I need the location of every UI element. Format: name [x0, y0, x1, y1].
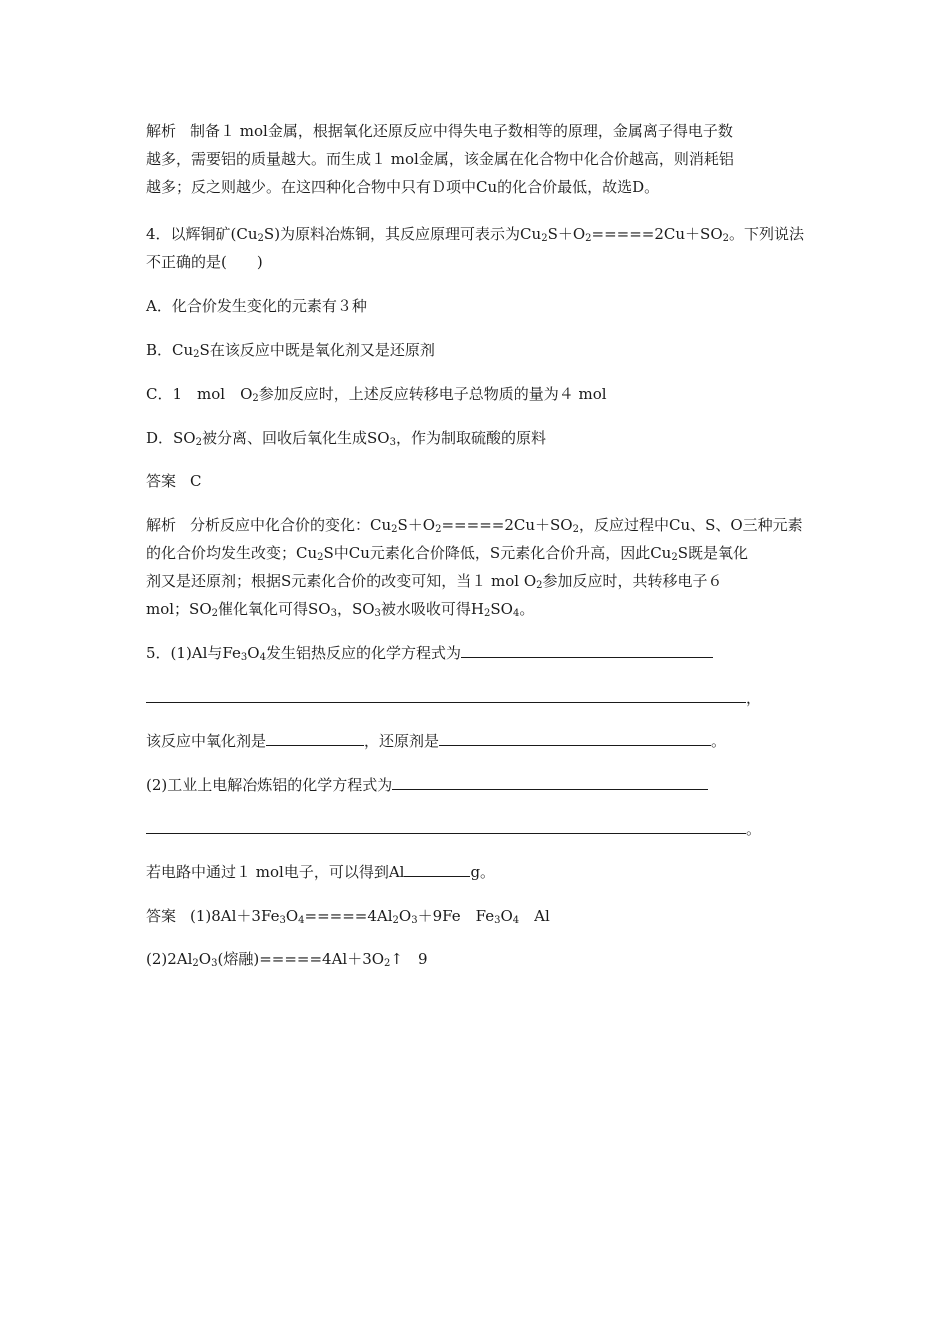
- oxidant-blank[interactable]: [266, 729, 364, 746]
- q5-line2: ，: [146, 685, 761, 711]
- analysis3-line3: 越多；反之则越少。在这四种化合物中只有Ｄ项中Cu的化合价最低，故选D。: [146, 178, 660, 196]
- q4-option-c: C．1 mol $O_2$参加反应时，上述反应转移电子总物质的量为４ mol: [146, 385, 607, 404]
- analysis-text: 制备１ mol金属，根据氧化还原反应中得失电子数相等的原理，金属离子得电子数: [190, 122, 733, 140]
- q5-line5: 。: [146, 816, 761, 842]
- q4-option-b: B．$Cu_2S$在该反应中既是氧化剂又是还原剂: [146, 341, 435, 360]
- mass-blank[interactable]: [404, 860, 470, 877]
- q5-line1: 5．(1)Al与$Fe_3O_4$发生铝热反应的化学方程式为: [146, 640, 713, 666]
- analysis3-line1: [146, 118, 733, 144]
- q4-answer: 答案 C: [146, 472, 202, 490]
- q4-analysis-line4: mol；$SO_2$催化氧化可得$SO_3$，$SO_3$被水吸收可得$H_2SO_4$。: [146, 600, 535, 619]
- analysis-label: 解析: [146, 122, 177, 140]
- q5-answer-line1: 答案 $(1)8Al+3Fe_3O_4=====4Al_2O_3+9Fe$ $Fe_3O_4$ Al: [146, 907, 550, 926]
- q4-analysis-line2: 的化合价均发生改变；$Cu_2S$中Cu元素化合价降低，S元素化合价升高，因此$Cu_2S$既是氧化: [146, 544, 749, 563]
- reductant-blank[interactable]: [439, 729, 711, 746]
- q4-option-a: A．化合价发生变化的元素有３种: [146, 297, 367, 315]
- q4-analysis-line1: 解析 分析反应中化合价的变化：$Cu_2S+O_2=====2Cu+SO_2$，反应过程中Cu、S、O三种元素: [146, 516, 803, 535]
- answer-blank[interactable]: [146, 817, 746, 834]
- q5-answer-line2: $(2)2Al_2O_3$(熔融)$=====4Al+3O_2↑$ 9: [146, 950, 428, 969]
- q4-analysis-line3: 剂又是还原剂；根据S元素化合价的改变可知，当１ mol $O_2$参加反应时，共转移电子６: [146, 572, 723, 591]
- q4-option-d: D．$SO_2$被分离、回收后氧化生成$SO_3$，作为制取硫酸的原料: [146, 429, 546, 448]
- q5-line3: 该反应中氧化剂是 ，还原剂是 。: [146, 728, 726, 754]
- q5-line4: (2)工业上电解冶炼铝的化学方程式为: [146, 772, 708, 798]
- answer-blank[interactable]: [461, 641, 713, 658]
- q5-line6: 若电路中通过１ mol电子，可以得到Al g。: [146, 859, 495, 885]
- q4-stem-line2: 不正确的是( ): [146, 253, 263, 271]
- q4-stem-line1: 4．以辉铜矿$(Cu_2S)$为原料冶炼铜，其反应原理可表示为$Cu_2S+O_2=====2Cu+SO_2$。下列说法: [146, 225, 805, 244]
- analysis3-line2: 越多，需要铝的质量越大。而生成１ mol金属，该金属在化合物中化合价越高，则消耗铝: [146, 150, 734, 168]
- answer-label: 答案: [146, 472, 177, 490]
- answer-blank[interactable]: [146, 686, 746, 703]
- answer-label: 答案: [146, 907, 177, 925]
- analysis-label: 解析: [146, 516, 177, 534]
- answer-blank[interactable]: [392, 773, 708, 790]
